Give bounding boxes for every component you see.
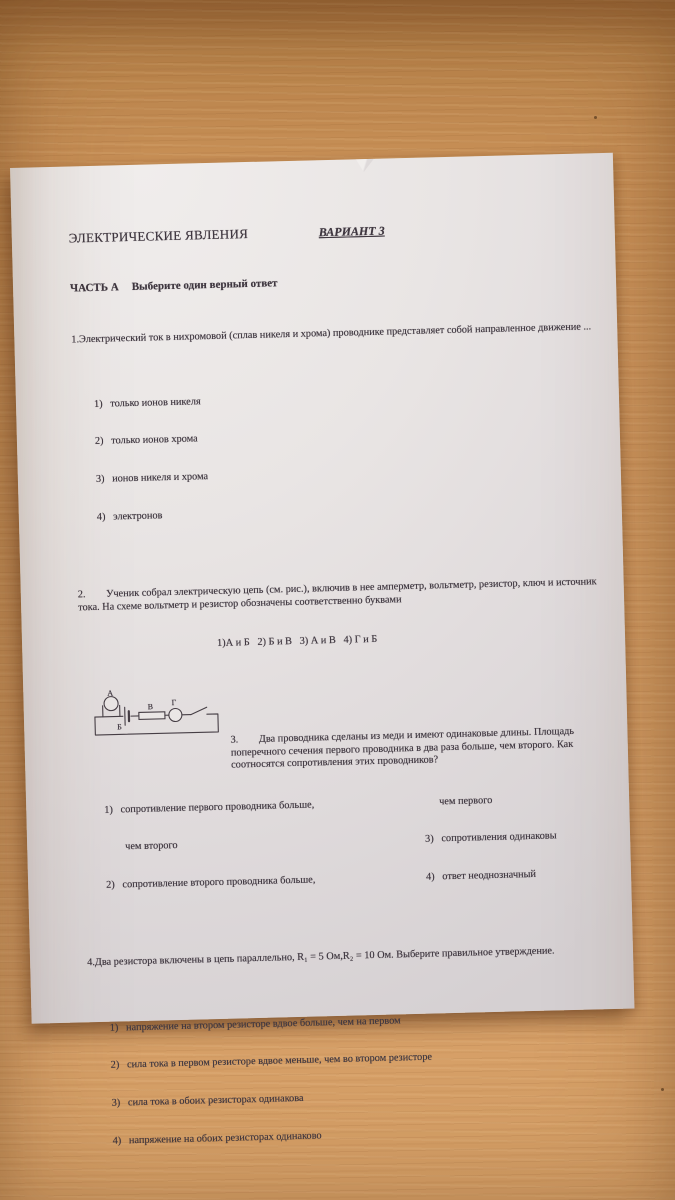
page-title: ЭЛЕКТРИЧЕСКИЕ ЯВЛЕНИЯ (68, 225, 249, 246)
resistor-icon (139, 712, 165, 720)
resistor-label: В (147, 702, 154, 712)
q1-option-4: 4) электронов (96, 510, 163, 523)
question-2-answers: 1)А и Б 2) Б и В 3) А и В 4) Г и Б (216, 633, 378, 649)
question-4-options (109, 985, 614, 1174)
part-a-instruction: Выберите один верный ответ (131, 277, 278, 294)
q1-option-1: 1) только ионов никеля (93, 395, 201, 410)
question-2-text: 2. Ученик собрал электрическую цепь (см. рис.), включив в нее амперметр, вольтметр, резистор, ключ и источник тока. На схеме вольтметр и резистор обозначены соответственно буквами (77, 576, 600, 614)
q1-option-3: 3) ионов никеля и хрома (95, 471, 209, 485)
ammeter-label: А (107, 688, 114, 698)
variant-label: ВАРИАНТ 3 (318, 223, 385, 239)
q4-option-3: 3) сила тока в обоих резисторах одинакова (111, 1093, 304, 1109)
q4-option-4: 4) напряжение на обоих резисторах одинаково (112, 1130, 322, 1147)
switch-icon (191, 707, 207, 714)
q1-option-2: 2) только ионов хрома (94, 433, 198, 448)
question-4-text: 4.Два резистора включены в цепь параллельно, R₁ = 5 Ом,R₂ = 10 Ом. Выберите правильное утверждение. (86, 945, 555, 968)
part-a-heading (70, 269, 592, 295)
lamp-icon (169, 708, 182, 721)
battery-label: Б (117, 722, 122, 732)
q4-option-1: 1) напряжение на втором резисторе вдвое больше, чем на первом (109, 1015, 401, 1034)
q3-option-1: 1) сопротивление первого проводника больше, (104, 799, 315, 816)
exam-content (10, 153, 634, 1147)
question-1-text: 1.Электрический ток в нихромовой (сплав никеля и хрома) проводнике представляет собой направленное движение ... (71, 320, 592, 346)
lamp-label: Г (171, 698, 177, 708)
q3-option-2: 2) сопротивление второго проводника больше, (106, 874, 316, 891)
q4-option-2: 2) сила тока в первом резисторе вдвое меньше, чем во втором резисторе (110, 1052, 433, 1072)
part-a-label: ЧАСТЬ А (69, 281, 119, 295)
question-1-options (93, 361, 598, 550)
q3-option-4: 4) ответ неоднозначный (425, 869, 537, 883)
exam-paper-sheet (10, 153, 634, 1147)
q3-option-1-cont: чем второго (125, 840, 178, 853)
q3-option-3: 3) сопротивления одинаковы (424, 830, 557, 846)
question-3-block (80, 683, 603, 771)
wood-speck (594, 116, 597, 119)
q3-option-2-cont: чем первого (439, 794, 493, 807)
header-row (69, 219, 591, 245)
circuit-figure (93, 686, 224, 749)
question-3-text: 3. Два проводника сделаны из меди и имеют одинаковые длины. Площадь поперечного сечения первого проводника в два раза больше, чем второго. Как соотносятся сопротивления этих проводников? (230, 725, 577, 771)
wood-speck (661, 1088, 664, 1091)
ammeter-icon (104, 697, 118, 711)
